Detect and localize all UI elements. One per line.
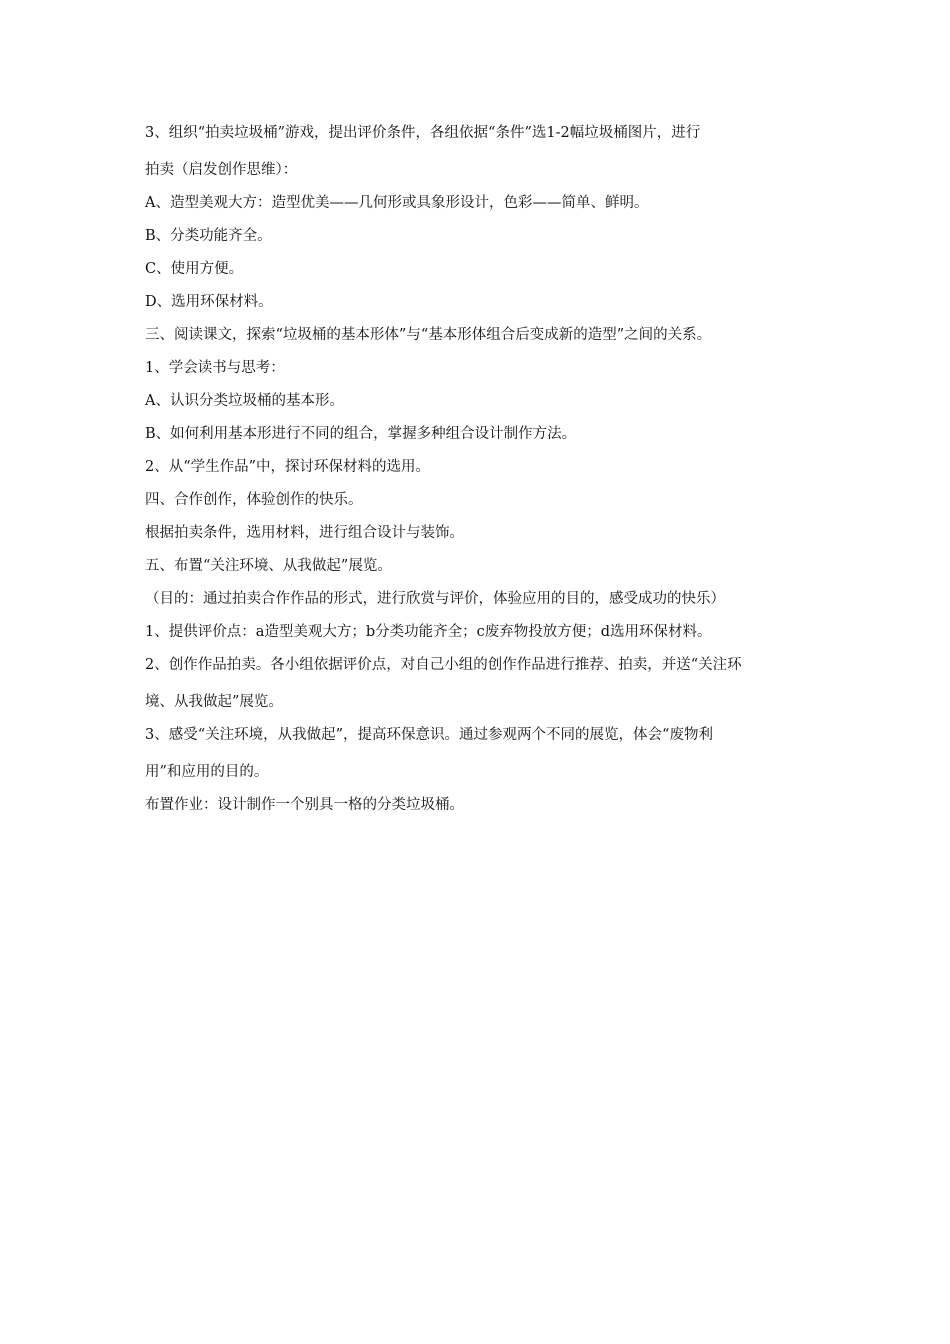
section-heading: 三、阅读课文，探索“垃圾桶的基本形体”与“基本形体组合后变成新的造型”之间的关系。 — [145, 327, 712, 343]
paragraph-line: 3、组织“拍卖垃圾桶”游戏，提出评价条件，各组依据“条件”选1-2幅垃圾桶图片，进行 — [145, 125, 701, 141]
paragraph-line: 2、从“学生作品”中，探讨环保材料的选用。 — [145, 459, 431, 475]
paragraph-line: （目的：通过拍卖合作作品的形式，进行欣赏与评价，体验应用的目的，感受成功的快乐） — [145, 591, 725, 607]
document-body — [145, 123, 825, 828]
paragraph-line: D、选用环保材料。 — [145, 294, 273, 310]
paragraph-line: 境、从我做起”展览。 — [145, 694, 283, 710]
paragraph-line: 1、提供评价点：a造型美观大方；b分类功能齐全；c废弃物投放方便；d选用环保材料。 — [145, 624, 712, 640]
paragraph-line: 布置作业：设计制作一个别具一格的分类垃圾桶。 — [145, 797, 464, 813]
paragraph-line: B、如何利用基本形进行不同的组合，掌握多种组合设计制作方法。 — [145, 426, 577, 442]
paragraph-line: 1、学会读书与思考： — [145, 360, 285, 376]
paragraph-line: C、使用方便。 — [145, 261, 244, 277]
paragraph-line: A、造型美观大方：造型优美——几何形或具象形设计，色彩——简单、鲜明。 — [145, 195, 649, 211]
paragraph-line: 拍卖（启发创作思维）： — [145, 162, 298, 178]
paragraph-line: 根据拍卖条件，选用材料，进行组合设计与装饰。 — [145, 525, 464, 541]
paragraph-line: A、认识分类垃圾桶的基本形。 — [145, 393, 344, 409]
section-heading: 五、布置“关注环境、从我做起”展览。 — [145, 558, 392, 574]
paragraph-line: B、分类功能齐全。 — [145, 228, 272, 244]
paragraph-line: 3、感受“关注环境，从我做起”，提高环保意识。通过参观两个不同的展览，体会“废物利 — [145, 727, 713, 743]
paragraph-line: 用”和应用的目的。 — [145, 764, 269, 780]
section-heading: 四、合作创作，体验创作的快乐。 — [145, 492, 363, 508]
paragraph-line: 2、创作作品拍卖。各小组依据评价点，对自己小组的创作作品进行推荐、拍卖，并送“关注环 — [145, 657, 742, 673]
